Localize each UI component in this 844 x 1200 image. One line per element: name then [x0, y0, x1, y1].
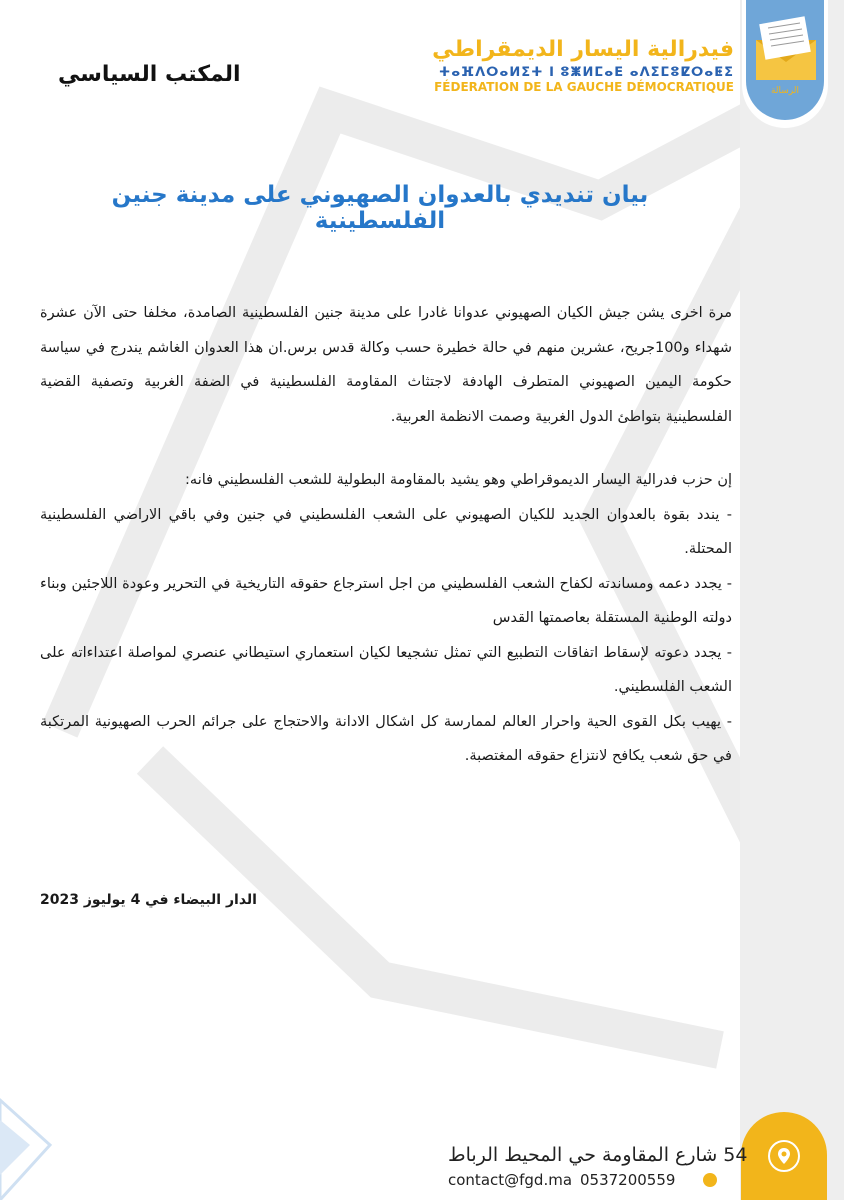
list-item: - يهيب بكل القوى الحية واحرار العالم لممارسة كل اشكال الادانة والاحتجاج على جرائم الحرب الصهيونية المرتكبة في حق شعب يكافح لانتزاع حقوقه المغتصبة.: [40, 713, 732, 764]
list-item: - يندد بقوة بالعدوان الجديد للكيان الصهيوني على الشعب الفلسطيني في جنين وفي باقي الاراضي الفلسطينية المحتلة.: [40, 506, 732, 557]
logo-caption: الرسالة: [770, 86, 800, 96]
location-pin-icon: [768, 1140, 800, 1172]
statement-body: [40, 296, 732, 774]
political-bureau-label: المكتب السياسي: [58, 62, 241, 87]
envelope-logo-icon: [742, 0, 828, 128]
location-date: الدار البيضاء في 4 يوليوز 2023: [40, 892, 257, 908]
location-badge: [741, 1112, 827, 1200]
side-strip: [740, 0, 844, 1200]
org-name-french: FÉDERATION DE LA GAUCHE DÉMOCRATIQUE: [434, 80, 734, 94]
logo-badge: [742, 0, 828, 128]
opening-paragraph: مرة اخرى يشن جيش الكيان الصهيوني عدوانا غادرا على مدينة جنين الفلسطينية الصامدة، مخلفا حتى الآن عشرة شهداء و100جريح، عشرين منهم في حالة خطيرة حسب وكالة قدس برس.ان هذا العدوان الغاشم يندرج في سياسة حكومة اليمين الصهيوني المتطرف الهادفة لاجتثاث المقاومة الفلسطينية في الضفة الغربية وتصفية القضية الفلسطينية بتواطئ الدول الغربية وصمت الانظمة العربية.: [40, 305, 732, 425]
phone-icon: [703, 1173, 717, 1187]
org-name-arabic: فيدرالية اليسار الديمقراطي: [432, 37, 734, 62]
list-item: - يجدد دعوته لإسقاط اتفاقات التطبيع التي تمثل تشجيعا لكيان استعماري استيطاني عنصري لمواصلة اعتداءاته على الشعب الفلسطيني.: [40, 644, 732, 695]
footer-phone[interactable]: 0537200559: [580, 1171, 676, 1189]
list-item: - يجدد دعمه ومساندته لكفاح الشعب الفلسطيني من اجل استرجاع حقوقه التاريخية في التحرير وعودة اللاجئين وبناء دولته الوطنية المستقلة بعاصمتها القدس: [40, 575, 732, 626]
statement-title: بيان تنديدي بالعدوان الصهيوني على مدينة جنين الفلسطينية: [111, 182, 649, 234]
corner-decoration: [0, 1090, 60, 1200]
org-name-tifinagh: ⵜⴰⴼⴷⵔⴰⵍⵉⵜ ⵏ ⵓⵥⵍⵎⴰⴹ ⴰⴷⵉⵎⵓⵇⵔⴰⵟⵉ: [438, 65, 734, 80]
footer-email[interactable]: contact@fgd.ma: [448, 1171, 573, 1189]
party-intro: إن حزب فدرالية اليسار الديموقراطي وهو يشيد بالمقاومة البطولية للشعب الفلسطيني فانه:: [185, 472, 732, 488]
footer-address: 54 شارع المقاومة حي المحيط الرباط: [448, 1144, 748, 1166]
